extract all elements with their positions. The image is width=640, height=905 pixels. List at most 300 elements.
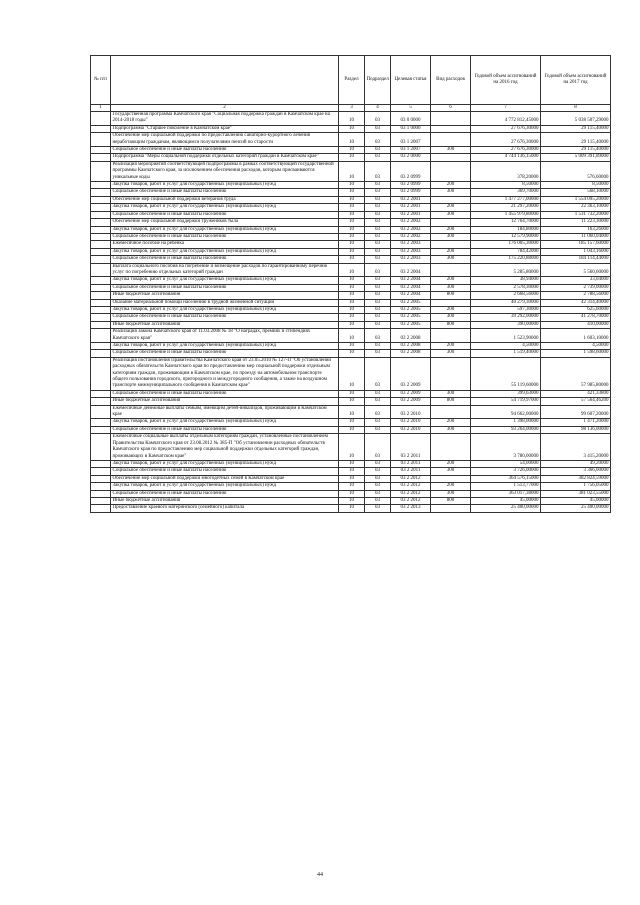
cell-num xyxy=(91,321,111,328)
cell-name: Ежемесячное пособие на ребенка xyxy=(111,241,339,248)
cell-article: 03 2 2011 xyxy=(391,460,431,467)
col-index: 1 xyxy=(91,105,111,112)
cell-section: 10 xyxy=(339,196,365,203)
table-row xyxy=(91,460,611,467)
cell-num xyxy=(91,299,111,306)
col-index: 2 xyxy=(111,105,339,112)
cell-section: 10 xyxy=(339,248,365,255)
cell-2016: 12 579,90000 xyxy=(471,233,541,240)
header-num: № п/п xyxy=(91,56,111,105)
cell-expense-type: 800 xyxy=(431,292,471,299)
table-row xyxy=(91,505,611,512)
cell-subsection: 03 xyxy=(365,241,391,248)
cell-2016: 378,20000 xyxy=(471,161,541,181)
table-body xyxy=(91,112,611,513)
cell-num xyxy=(91,147,111,154)
cell-subsection: 03 xyxy=(365,475,391,482)
cell-article: 03 2 2001 xyxy=(391,211,431,218)
cell-2017: 8,50000 xyxy=(541,182,611,189)
cell-subsection: 03 xyxy=(365,147,391,154)
cell-num xyxy=(91,248,111,255)
cell-name: Социальное обеспечение и иные выплаты населению xyxy=(111,256,339,263)
cell-name: Социальное обеспечение и иные выплаты населению xyxy=(111,189,339,196)
cell-num xyxy=(91,343,111,350)
cell-2017: 33,04000 xyxy=(541,277,611,284)
cell-article: 03 2 2004 xyxy=(391,277,431,284)
cell-2017: 5 009 391,89000 xyxy=(541,154,611,161)
cell-2016: 25 400,00000 xyxy=(471,505,541,512)
cell-expense-type: 200 xyxy=(431,226,471,233)
cell-2017: 57 985,80000 xyxy=(541,357,611,390)
cell-num xyxy=(91,306,111,313)
cell-num xyxy=(91,133,111,147)
cell-name: Иные бюджетные ассигнования xyxy=(111,398,339,405)
cell-2016: 8,50000 xyxy=(471,182,541,189)
cell-2016: 2 668,56000 xyxy=(471,292,541,299)
cell-2017: 163,26000 xyxy=(541,226,611,233)
cell-expense-type: 300 xyxy=(431,314,471,321)
cell-section: 10 xyxy=(339,284,365,291)
cell-2017: 1 756,05000 xyxy=(541,483,611,490)
cell-2017: 1 603,10000 xyxy=(541,329,611,343)
cell-article: 03 2 2002 xyxy=(391,233,431,240)
cell-2016: 390,00000 xyxy=(471,321,541,328)
cell-2017: 1 043,16000 xyxy=(541,248,611,255)
cell-expense-type: 800 xyxy=(431,497,471,504)
cell-name: Закупка товаров, работ и услуг для государственных (муниципальных) нужд xyxy=(111,182,339,189)
cell-name: Выплата социального пособия на погребение и возмещение расходов по гарантированному перечню услуг по погребению отдельных категорий граждан xyxy=(111,263,339,277)
cell-num xyxy=(91,405,111,419)
table-row xyxy=(91,241,611,248)
cell-num xyxy=(91,154,111,161)
cell-expense-type: 300 xyxy=(431,426,471,433)
cell-num xyxy=(91,233,111,240)
cell-section: 10 xyxy=(339,292,365,299)
cell-2016: 21 297,20000 xyxy=(471,204,541,211)
cell-subsection: 03 xyxy=(365,299,391,306)
cell-subsection: 03 xyxy=(365,154,391,161)
cell-2016: 27 676,30000 xyxy=(471,133,541,147)
cell-article: 03 2 2001 xyxy=(391,204,431,211)
cell-name: Социальное обеспечение и иные выплаты населению xyxy=(111,284,339,291)
table-row xyxy=(91,211,611,218)
cell-num xyxy=(91,263,111,277)
table-row xyxy=(91,226,611,233)
cell-2016: 1 477 277,00000 xyxy=(471,196,541,203)
cell-subsection: 03 xyxy=(365,490,391,497)
cell-2017: 4,50000 xyxy=(541,343,611,350)
cell-expense-type: 200 xyxy=(431,204,471,211)
cell-subsection: 03 xyxy=(365,343,391,350)
column-index-row xyxy=(91,105,611,112)
cell-2016: 2 578,30000 xyxy=(471,284,541,291)
cell-expense-type: 800 xyxy=(431,398,471,405)
cell-num xyxy=(91,475,111,482)
cell-2017: 2 739,00000 xyxy=(541,284,611,291)
cell-subsection: 03 xyxy=(365,321,391,328)
cell-num xyxy=(91,468,111,475)
cell-expense-type: 300 xyxy=(431,468,471,475)
cell-num xyxy=(91,277,111,284)
cell-article: 03 2 0999 xyxy=(391,161,431,181)
cell-expense-type xyxy=(431,434,471,461)
cell-name: Предоставление краевого материнского (семейного) капитала xyxy=(111,505,339,512)
cell-2016: 27 676,30000 xyxy=(471,147,541,154)
cell-2017: 1 531 732,20000 xyxy=(541,211,611,218)
cell-name: Социальное обеспечение и иные выплаты населению xyxy=(111,314,339,321)
table-row xyxy=(91,398,611,405)
cell-section: 10 xyxy=(339,490,365,497)
cell-2016: 399,63000 xyxy=(471,390,541,397)
cell-2016: 4 772 812,45000 xyxy=(471,112,541,126)
cell-section: 10 xyxy=(339,299,365,306)
cell-subsection: 03 xyxy=(365,426,391,433)
cell-name: Ежемесячные социальные выплаты отдельным категориям граждан, установленные постановлением Правительства Камчатского края от 23.08.2012 № 385-П "Об установлении расходных обязательств Камчатского края по предоставлению мер социальной поддержки отдельных категорий граждан, проживающих в Камчатском крае" xyxy=(111,434,339,461)
cell-section: 10 xyxy=(339,475,365,482)
header-2016: Годовой объем ассигнований на 2016 год xyxy=(471,56,541,105)
budget-document xyxy=(90,55,610,513)
cell-num xyxy=(91,398,111,405)
cell-section: 10 xyxy=(339,182,365,189)
cell-article: 03 2 2010 xyxy=(391,405,431,419)
cell-article: 03 2 2004 xyxy=(391,292,431,299)
cell-subsection: 03 xyxy=(365,125,391,132)
cell-expense-type xyxy=(431,475,471,482)
col-index: 4 xyxy=(365,105,391,112)
cell-section: 10 xyxy=(339,460,365,467)
cell-subsection: 03 xyxy=(365,263,391,277)
col-index: 7 xyxy=(471,105,541,112)
cell-name: Закупка товаров, работ и услуг для государственных (муниципальных) нужд xyxy=(111,204,339,211)
cell-subsection: 03 xyxy=(365,133,391,147)
cell-2016: 1 523,90000 xyxy=(471,329,541,343)
cell-name: Закупка товаров, работ и услуг для государственных (муниципальных) нужд xyxy=(111,460,339,467)
cell-expense-type: 300 xyxy=(431,147,471,154)
cell-subsection: 03 xyxy=(365,226,391,233)
cell-article: 03 2 2005 xyxy=(391,314,431,321)
table-row xyxy=(91,314,611,321)
cell-2016: 12 764,70000 xyxy=(471,219,541,226)
cell-expense-type: 300 xyxy=(431,233,471,240)
cell-section: 10 xyxy=(339,306,365,313)
cell-subsection: 03 xyxy=(365,233,391,240)
cell-2016: 94 662,00000 xyxy=(471,405,541,419)
cell-subsection: 03 xyxy=(365,292,391,299)
cell-name: Ежемесячные денежные выплаты семьям, имеющим детей-инвалидов, проживающим в Камчатском крае xyxy=(111,405,339,419)
cell-2017: 5 560,60000 xyxy=(541,263,611,277)
cell-name: Реализация Закона Камчатского края от 11.03.2008 № 18 "О наградах, премиях и стипендиях Камчатского края" xyxy=(111,329,339,343)
cell-num xyxy=(91,211,111,218)
cell-num xyxy=(91,112,111,126)
cell-name: Иные бюджетные ассигнования xyxy=(111,292,339,299)
cell-name: Социальное обеспечение и иные выплаты населению xyxy=(111,211,339,218)
cell-expense-type: 200 xyxy=(431,419,471,426)
cell-section: 10 xyxy=(339,329,365,343)
cell-article: 03 2 2009 xyxy=(391,398,431,405)
cell-name: Подпрограмма "Меры социальной поддержки отдельных категорий граждан в Камчатском крае" xyxy=(111,154,339,161)
table-row xyxy=(91,475,611,482)
cell-expense-type: 300 xyxy=(431,490,471,497)
cell-num xyxy=(91,256,111,263)
cell-subsection: 03 xyxy=(365,112,391,126)
cell-name: Закупка товаров, работ и услуг для государственных (муниципальных) нужд xyxy=(111,306,339,313)
cell-2017: 99 607,20000 xyxy=(541,405,611,419)
cell-article: 03 2 2004 xyxy=(391,284,431,291)
cell-section: 10 xyxy=(339,112,365,126)
cell-2017: 29 115,40000 xyxy=(541,147,611,154)
table-row xyxy=(91,125,611,132)
cell-name: Закупка товаров, работ и услуг для государственных (муниципальных) нужд xyxy=(111,419,339,426)
table-row xyxy=(91,277,611,284)
table-row xyxy=(91,497,611,504)
cell-article: 03 2 2005 xyxy=(391,321,431,328)
cell-expense-type xyxy=(431,357,471,390)
cell-expense-type: 300 xyxy=(431,189,471,196)
cell-expense-type: 200 xyxy=(431,483,471,490)
cell-subsection: 03 xyxy=(365,505,391,512)
cell-expense-type: 200 xyxy=(431,182,471,189)
cell-num xyxy=(91,434,111,461)
table-row xyxy=(91,426,611,433)
cell-num xyxy=(91,219,111,226)
cell-section: 10 xyxy=(339,343,365,350)
cell-num xyxy=(91,226,111,233)
cell-2016: 369,70000 xyxy=(471,189,541,196)
cell-num xyxy=(91,329,111,343)
cell-2017: 49,20000 xyxy=(541,460,611,467)
cell-expense-type xyxy=(431,154,471,161)
cell-expense-type xyxy=(431,241,471,248)
cell-expense-type: 200 xyxy=(431,460,471,467)
table-row xyxy=(91,154,611,161)
table-row xyxy=(91,468,611,475)
cell-section: 10 xyxy=(339,154,365,161)
cell-subsection: 03 xyxy=(365,405,391,419)
cell-name: Подпрограмма "Старшее поколение в Камчатском крае" xyxy=(111,125,339,132)
cell-name: Социальное обеспечение и иные выплаты населению xyxy=(111,233,339,240)
col-index: 5 xyxy=(391,105,431,112)
cell-subsection: 03 xyxy=(365,277,391,284)
cell-section: 10 xyxy=(339,147,365,154)
cell-2017: 25 400,00000 xyxy=(541,505,611,512)
cell-subsection: 03 xyxy=(365,468,391,475)
cell-article: 03 2 0999 xyxy=(391,189,431,196)
cell-section: 10 xyxy=(339,233,365,240)
cell-name: Обеспечение мер социальной поддержки ветеранов труда xyxy=(111,196,339,203)
cell-expense-type: 300 xyxy=(431,390,471,397)
cell-2016: 176 005,30000 xyxy=(471,241,541,248)
cell-2016: 364 576,15000 xyxy=(471,475,541,482)
cell-section: 10 xyxy=(339,125,365,132)
cell-article: 03 2 2002 xyxy=(391,226,431,233)
cell-2016: 93 264,00000 xyxy=(471,426,541,433)
cell-num xyxy=(91,390,111,397)
cell-section: 10 xyxy=(339,350,365,357)
cell-expense-type: 300 xyxy=(431,284,471,291)
cell-article: 03 2 2003 xyxy=(391,241,431,248)
table-row xyxy=(91,329,611,343)
table-row xyxy=(91,350,611,357)
cell-section: 10 xyxy=(339,204,365,211)
cell-section: 10 xyxy=(339,226,365,233)
cell-2017: 382 824,59000 xyxy=(541,475,611,482)
table-row xyxy=(91,204,611,211)
table-row xyxy=(91,189,611,196)
cell-section: 10 xyxy=(339,189,365,196)
cell-num xyxy=(91,284,111,291)
cell-num xyxy=(91,357,111,390)
cell-2017: 3 366,00000 xyxy=(541,468,611,475)
cell-name: Оказание материальной помощи населению в трудной жизненной ситуации xyxy=(111,299,339,306)
table-header-row xyxy=(91,56,611,105)
cell-article: 03 2 2005 xyxy=(391,306,431,313)
cell-subsection: 03 xyxy=(365,329,391,343)
cell-2017: 98 136,00000 xyxy=(541,426,611,433)
cell-subsection: 03 xyxy=(365,161,391,181)
table-row xyxy=(91,419,611,426)
cell-section: 10 xyxy=(339,357,365,390)
cell-article: 03 2 2003 xyxy=(391,256,431,263)
cell-2017: 625,60000 xyxy=(541,306,611,313)
table-row xyxy=(91,256,611,263)
page-number: 44 xyxy=(317,872,323,878)
table-row xyxy=(91,263,611,277)
cell-section: 10 xyxy=(339,426,365,433)
cell-name: Социальное обеспечение и иные выплаты населению xyxy=(111,390,339,397)
table-row xyxy=(91,292,611,299)
cell-2017: 185 157,60000 xyxy=(541,241,611,248)
table-row xyxy=(91,248,611,255)
cell-subsection: 03 xyxy=(365,196,391,203)
cell-num xyxy=(91,460,111,467)
header-name xyxy=(111,56,339,105)
col-index: 3 xyxy=(339,105,365,112)
cell-name: Иные бюджетные ассигнования xyxy=(111,321,339,328)
cell-section: 10 xyxy=(339,211,365,218)
cell-article: 03 2 2012 xyxy=(391,497,431,504)
cell-subsection: 03 xyxy=(365,350,391,357)
cell-article: 03 2 2002 xyxy=(391,219,431,226)
cell-article: 03 2 2008 xyxy=(391,343,431,350)
cell-subsection: 03 xyxy=(365,398,391,405)
cell-num xyxy=(91,182,111,189)
table-row xyxy=(91,233,611,240)
cell-expense-type: 200 xyxy=(431,248,471,255)
cell-expense-type: 200 xyxy=(431,277,471,284)
cell-2017: 22 363,10000 xyxy=(541,204,611,211)
table-row xyxy=(91,284,611,291)
cell-2017: 57 564,46200 xyxy=(541,398,611,405)
cell-2017: 11 060,04000 xyxy=(541,233,611,240)
cell-subsection: 03 xyxy=(365,483,391,490)
cell-article: 03 2 2005 xyxy=(391,299,431,306)
table-row xyxy=(91,321,611,328)
cell-2016: 4,50000 xyxy=(471,343,541,350)
cell-article: 03 2 2008 xyxy=(391,350,431,357)
cell-subsection: 03 xyxy=(365,256,391,263)
cell-num xyxy=(91,125,111,132)
cell-article: 03 2 2010 xyxy=(391,426,431,433)
cell-num xyxy=(91,292,111,299)
cell-expense-type xyxy=(431,299,471,306)
cell-expense-type xyxy=(431,125,471,132)
cell-2016: 55 119,60000 xyxy=(471,357,541,390)
cell-num xyxy=(91,189,111,196)
cell-section: 10 xyxy=(339,390,365,397)
cell-2017: 1 554 095,20000 xyxy=(541,196,611,203)
col-index: 8 xyxy=(541,105,611,112)
cell-2017: 29 115,40000 xyxy=(541,125,611,132)
table-row xyxy=(91,133,611,147)
cell-article: 03 2 2013 xyxy=(391,505,431,512)
cell-expense-type: 300 xyxy=(431,256,471,263)
cell-section: 10 xyxy=(339,256,365,263)
cell-article: 03 2 2008 xyxy=(391,329,431,343)
cell-article: 03 2 2004 xyxy=(391,263,431,277)
table-row xyxy=(91,390,611,397)
header-expense-type: Вид расходов xyxy=(431,56,471,105)
table-row xyxy=(91,112,611,126)
cell-2016: 3 780,00000 xyxy=(471,434,541,461)
cell-section: 10 xyxy=(339,405,365,419)
cell-name: Социальное обеспечение и иные выплаты населению xyxy=(111,350,339,357)
cell-name: Социальное обеспечение и иные выплаты населению xyxy=(111,468,339,475)
budget-table xyxy=(90,55,611,513)
cell-section: 10 xyxy=(339,133,365,147)
cell-subsection: 03 xyxy=(365,189,391,196)
cell-article: 03 2 2012 xyxy=(391,475,431,482)
header-subsection: Подраздел xyxy=(365,56,391,105)
cell-expense-type xyxy=(431,161,471,181)
cell-expense-type xyxy=(431,219,471,226)
cell-article: 03 2 2009 xyxy=(391,357,431,390)
cell-name: Закупка товаров, работ и услуг для государственных (муниципальных) нужд xyxy=(111,277,339,284)
cell-article: 03 1 2007 xyxy=(391,147,431,154)
table-row xyxy=(91,483,611,490)
cell-article: 03 2 0999 xyxy=(391,182,431,189)
cell-2016: 54,00000 xyxy=(471,460,541,467)
cell-section: 10 xyxy=(339,277,365,284)
cell-2016: 175 220,88000 xyxy=(471,256,541,263)
table-row xyxy=(91,357,611,390)
cell-subsection: 03 xyxy=(365,434,391,461)
cell-article: 03 2 2011 xyxy=(391,468,431,475)
cell-name: Обеспечение мер социальной поддержки многодетных семей в Камчатском крае xyxy=(111,475,339,482)
cell-2016: 54 719,97000 xyxy=(471,398,541,405)
cell-2016: 3 726,00000 xyxy=(471,468,541,475)
table-row xyxy=(91,306,611,313)
cell-subsection: 03 xyxy=(365,306,391,313)
cell-name: Социальное обеспечение и иные выплаты населению xyxy=(111,490,339,497)
cell-expense-type xyxy=(431,329,471,343)
table-row xyxy=(91,182,611,189)
cell-expense-type: 200 xyxy=(431,343,471,350)
cell-expense-type xyxy=(431,405,471,419)
cell-section: 10 xyxy=(339,219,365,226)
cell-section: 10 xyxy=(339,505,365,512)
cell-name: Закупка товаров, работ и услуг для государственных (муниципальных) нужд xyxy=(111,226,339,233)
cell-name: Государственная программа Камчатского края "Социальная поддержка граждан в Камчатском крае на 2014-2018 годы" xyxy=(111,112,339,126)
cell-name: Обеспечение мер социальной поддержки тружеников тыла xyxy=(111,219,339,226)
cell-expense-type xyxy=(431,505,471,512)
cell-2016: 39 292,00000 xyxy=(471,314,541,321)
table-row xyxy=(91,161,611,181)
cell-2017: 41 278,70000 xyxy=(541,314,611,321)
cell-2017: 11 223,30000 xyxy=(541,219,611,226)
cell-expense-type xyxy=(431,263,471,277)
cell-article: 03 0 0000 xyxy=(391,112,431,126)
col-index: 6 xyxy=(431,105,471,112)
